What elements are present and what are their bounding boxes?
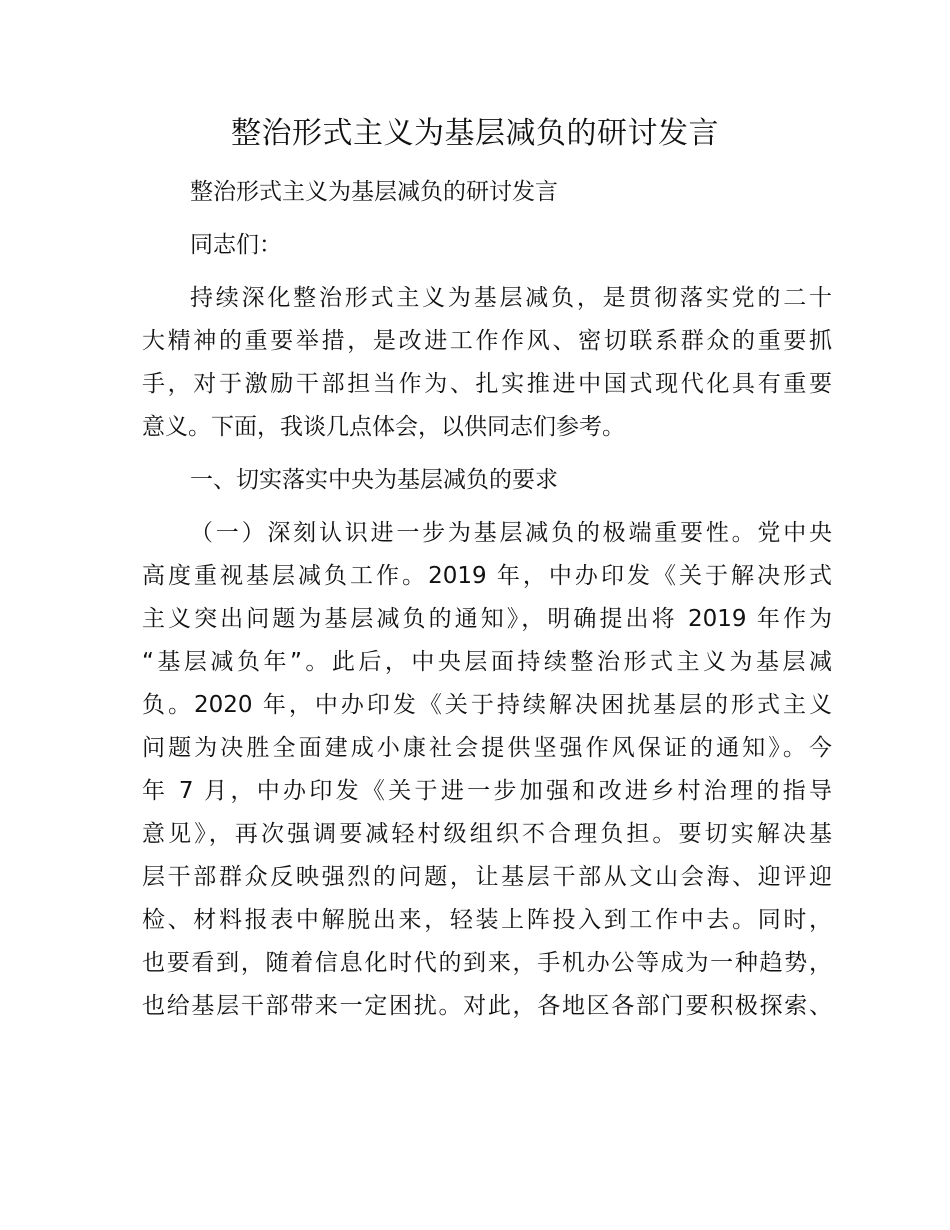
subtitle-line: 整治形式主义为基层减负的研讨发言 bbox=[190, 179, 558, 205]
paragraph-line: 问题为决胜全面建成小康社会提供坚强作风保证的通知》。今 bbox=[142, 735, 832, 761]
paragraph-line: 意见》，再次强调要减轻村级组织不合理负担。要切实解决基 bbox=[142, 821, 832, 847]
paragraph-line: 意义。下面，我谈几点体会，以供同志们参考。 bbox=[142, 414, 625, 440]
salutation-line: 同志们： bbox=[190, 232, 282, 258]
paragraph-line: 负。2020 年，中办印发《关于持续解决困扰基层的形式主义 bbox=[142, 692, 832, 718]
paragraph-line: 年 7 月，中办印发《关于进一步加强和改进乡村治理的指导 bbox=[142, 778, 832, 804]
paragraph-line: “基层减负年”。此后，中央层面持续整治形式主义为基层减 bbox=[142, 649, 832, 675]
paragraph-line: 层干部群众反映强烈的问题，让基层干部从文山会海、迎评迎 bbox=[142, 864, 832, 890]
paragraph-line: 也要看到，随着信息化时代的到来，手机办公等成为一种趋势， bbox=[142, 950, 832, 976]
paragraph-line: 也给基层干部带来一定困扰。对此，各地区各部门要积极探索、 bbox=[142, 993, 832, 1019]
paragraph-line: 主义突出问题为基层减负的通知》，明确提出将 2019 年作为 bbox=[142, 606, 832, 632]
paragraph-line: 大精神的重要举措，是改进工作作风、密切联系群众的重要抓 bbox=[142, 328, 832, 354]
paragraph-line: 检、材料报表中解脱出来，轻装上阵投入到工作中去。同时， bbox=[142, 907, 832, 933]
paragraph-line: 高度重视基层减负工作。2019 年，中办印发《关于解决形式 bbox=[142, 563, 832, 589]
paragraph-line: 持续深化整治形式主义为基层减负，是贯彻落实党的二十 bbox=[190, 285, 832, 311]
paragraph-line: 手，对于激励干部担当作为、扎实推进中国式现代化具有重要 bbox=[142, 371, 832, 397]
document-title: 整治形式主义为基层减负的研讨发言 bbox=[231, 116, 719, 151]
section-heading: 一、切实落实中央为基层减负的要求 bbox=[190, 467, 558, 493]
paragraph-line: （一）深刻认识进一步为基层减负的极端重要性。党中央 bbox=[190, 520, 832, 546]
